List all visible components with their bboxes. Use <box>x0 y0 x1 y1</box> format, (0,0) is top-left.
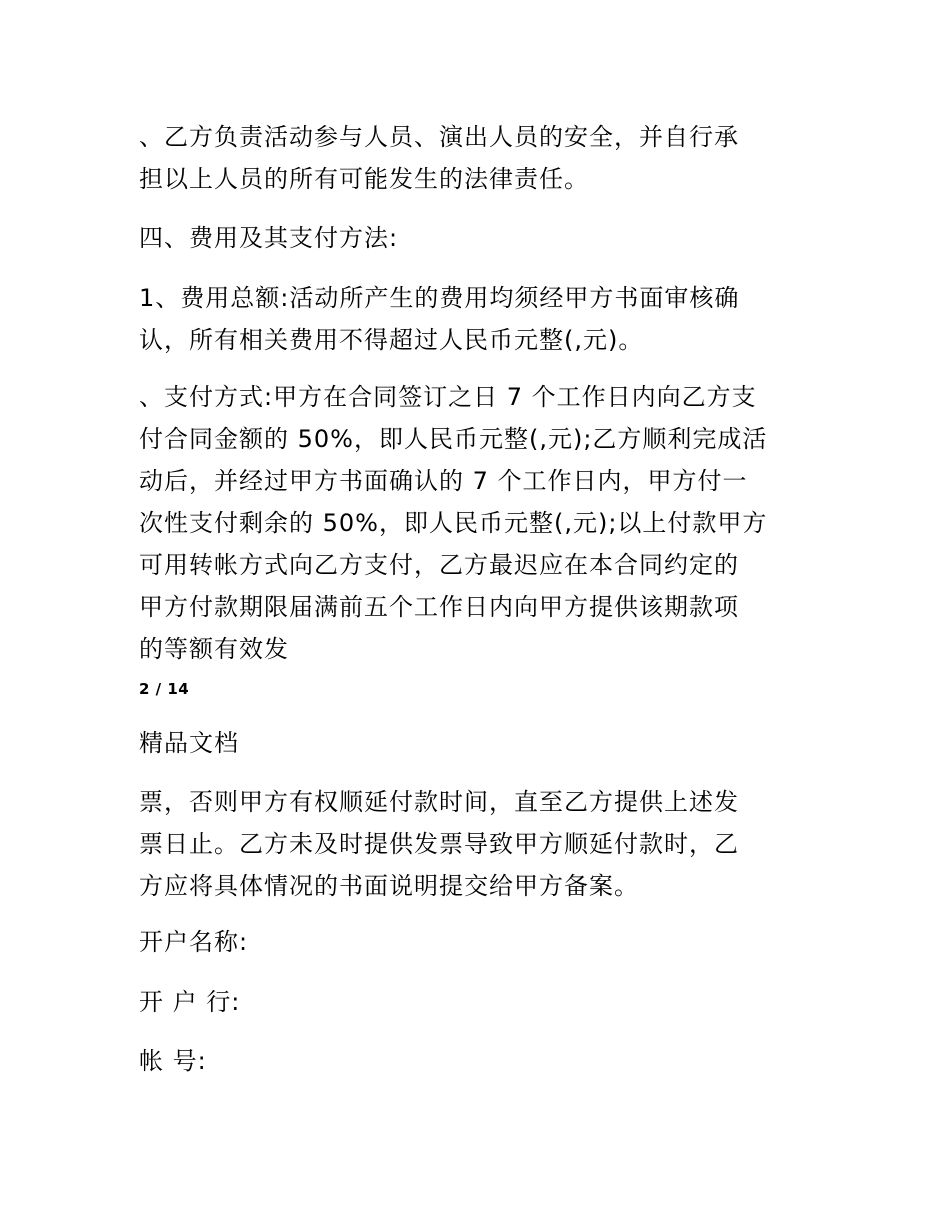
paragraph-payment-method <box>139 376 819 670</box>
bank-field <box>139 981 819 1023</box>
text-line: 票日止。乙方未及时提供发票导致甲方顺延付款时，乙 <box>139 830 739 858</box>
text-line: 开 户 行: <box>139 988 241 1016</box>
account-name-field <box>139 921 819 963</box>
text-line: 、支付方式:甲方在合同签订之日 7 个工作日内向乙方支 <box>139 383 757 411</box>
text-line: 的等额有效发 <box>139 635 289 663</box>
text-line: 动后，并经过甲方书面确认的 7 个工作日内，甲方付一 <box>139 467 748 495</box>
text-line: 帐 号: <box>139 1047 207 1075</box>
page-number: 2 / 14 <box>139 680 190 698</box>
text-line: 次性支付剩余的 50%，即人民币元整(,元);以上付款甲方 <box>139 509 768 537</box>
text-line: 付合同金额的 50%，即人民币元整(,元);乙方顺利完成活 <box>139 425 768 453</box>
text-line: 甲方付款期限届满前五个工作日内向甲方提供该期款项 <box>139 593 739 621</box>
text-line: 四、费用及其支付方法: <box>139 224 399 252</box>
paragraph-fee-total <box>139 277 819 361</box>
text-line: 开户名称: <box>139 928 249 956</box>
account-number-field <box>139 1040 819 1082</box>
text-line: 1、费用总额:活动所产生的费用均须经甲方书面审核确 <box>139 284 740 312</box>
paragraph-safety-responsibility <box>139 116 819 200</box>
text-line: 方应将具体情况的书面说明提交给甲方备案。 <box>139 872 639 900</box>
text-line: 担以上人员的所有可能发生的法律责任。 <box>139 165 589 193</box>
text-line: 、乙方负责活动参与人员、演出人员的安全，并自行承 <box>139 123 739 151</box>
page-header-label <box>139 722 819 764</box>
paragraph-invoice <box>139 781 819 907</box>
text-line: 认，所有相关费用不得超过人民币元整(,元)。 <box>139 326 644 354</box>
section-heading-fees <box>139 217 819 259</box>
text-line: 票，否则甲方有权顺延付款时间，直至乙方提供上述发 <box>139 788 739 816</box>
text-line: 精品文档 <box>139 729 239 757</box>
text-line: 可用转帐方式向乙方支付，乙方最迟应在本合同约定的 <box>139 551 739 579</box>
